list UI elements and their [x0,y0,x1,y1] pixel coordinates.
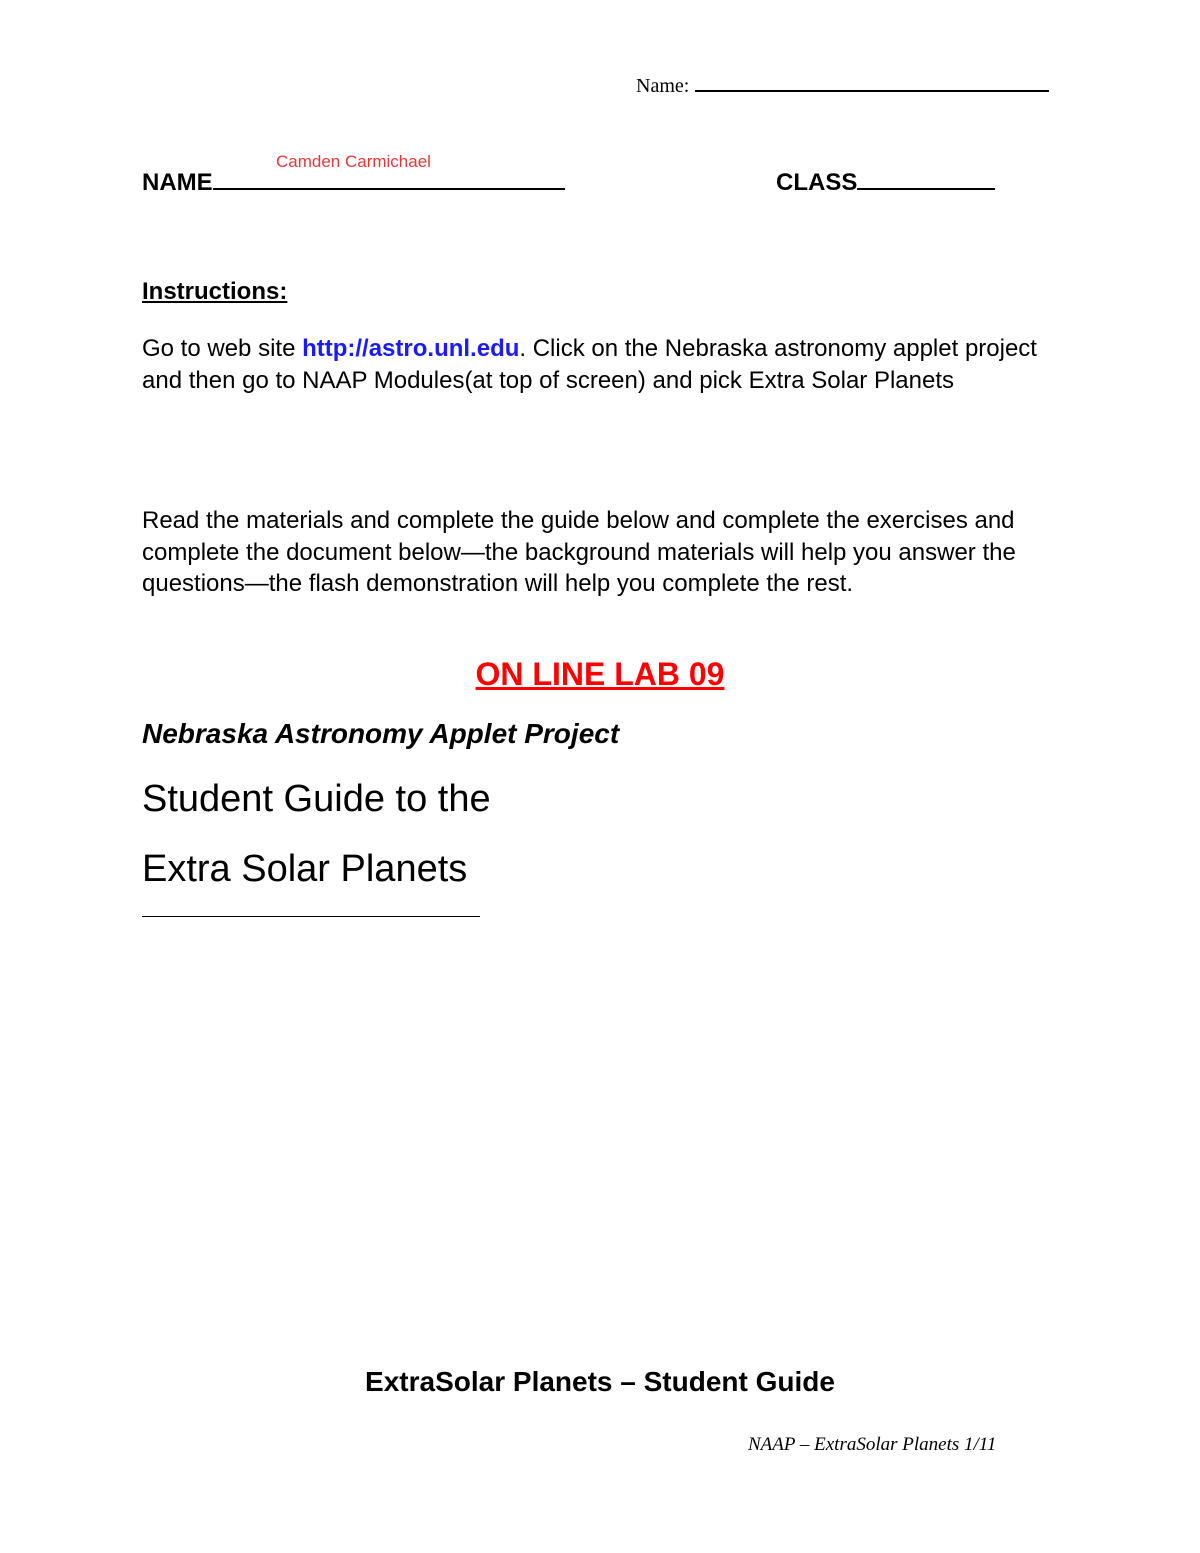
header-name-field [636,72,1049,98]
page-footer: NAAP – ExtraSolar Planets 1/11 [748,1434,997,1455]
document-subtitle: ExtraSolar Planets – Student Guide [365,1366,835,1397]
guide-title-line-1: Student Guide to the [142,778,491,820]
guide-title-divider [142,916,480,917]
filled-student-name[interactable]: Camden Carmichael [276,152,431,171]
name-blank[interactable] [213,166,565,190]
guide-title-line-2: Extra Solar Planets [142,848,468,890]
instructions-paragraph-1 [142,333,1042,396]
lab-title: ON LINE LAB 09 [475,656,725,692]
class-label: CLASS [776,169,858,196]
instructions-text-before-link: Go to web site [142,335,303,362]
class-field [776,166,995,197]
project-name: Nebraska Astronomy Applet Project [142,718,620,749]
instructions-paragraph-2: Read the materials and complete the guide below and complete the exercises and complete the document below—the background materials will help you answer the questions—the flash demonstration will help you complete the rest. [142,507,1016,597]
instructions-heading: Instructions: [142,278,288,305]
name-label: NAME [142,169,213,196]
header-name-blank[interactable] [695,72,1049,92]
header-name-label: Name: [636,75,690,97]
instructions-text-after-link: . Click on the Nebraska astronomy applet project and then go to NAAP Modules(at top of screen) and pick Extra Solar Planets [142,335,1037,394]
class-blank[interactable] [857,166,995,190]
name-field [142,166,565,197]
astro-unl-link[interactable]: http://astro.unl.edu [302,335,520,362]
